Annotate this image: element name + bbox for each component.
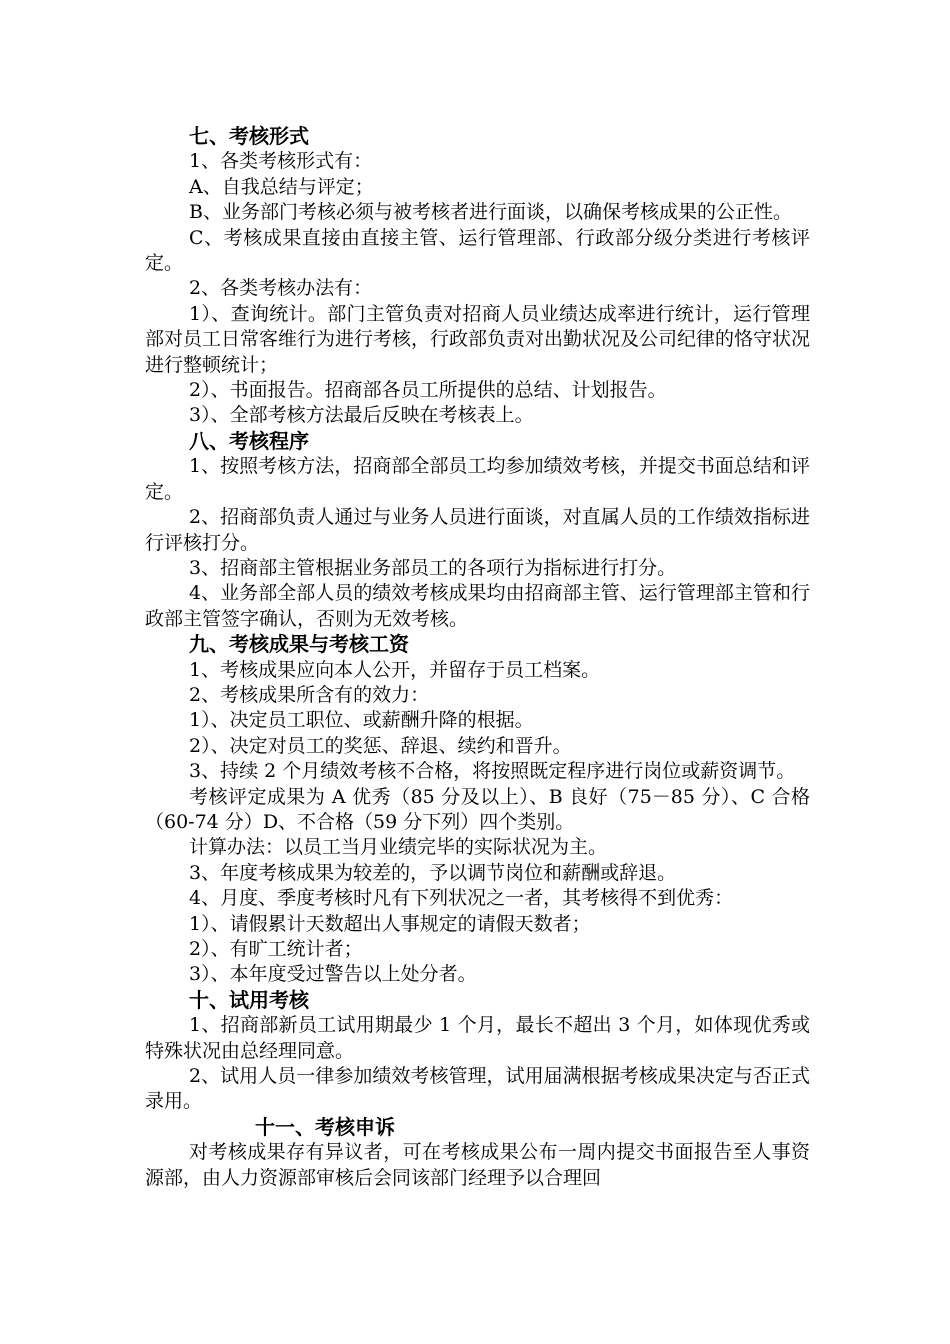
paragraph: 考核评定成果为 A 优秀（85 分及以上）、B 良好（75－85 分）、C 合格（60-74 分）D、不合格（59 分下列）四个类别。 (145, 785, 810, 833)
section-assessment-appeal (145, 1115, 810, 1191)
paragraph: 1、招商部新员工试用期最少 1 个月，最长不超出 3 个月，如体现优秀或特殊状况由总经理同意。 (145, 1014, 810, 1062)
section-heading: 十一、考核申诉 (255, 1114, 395, 1139)
paragraph: 1）、请假累计天数超出人事规定的请假天数者； (189, 912, 591, 935)
paragraph: 2）、书面报告。招商部各员工所提供的总结、计划报告。 (189, 379, 667, 402)
paragraph: 1、考核成果应向本人公开，并留存于员工档案。 (189, 658, 601, 681)
section-heading: 七、考核形式 (189, 124, 309, 148)
paragraph: 2）、决定对员工的奖惩、辞退、续约和晋升。 (189, 734, 572, 757)
section-assessment-form (145, 124, 810, 429)
paragraph: 1、各类考核形式有： (189, 150, 373, 173)
paragraph: 3）、本年度受过警告以上处分者。 (189, 963, 477, 986)
paragraph: 1、按照考核方法，招商部全部员工均参加绩效考核，并提交书面总结和评定。 (145, 455, 810, 503)
paragraph: 1）、决定员工职位、或薪酬升降的根据。 (189, 709, 534, 732)
paragraph: C、考核成果直接由直接主管、运行管理部、行政部分级分类进行考核评定。 (145, 226, 810, 275)
paragraph: 3、招商部主管根据业务部员工的各项行为指标进行打分。 (189, 556, 677, 579)
paragraph: 2、招商部负责人通过与业务人员进行面谈，对直属人员的工作绩效指标进行评核打分。 (145, 506, 810, 554)
section-assessment-procedure (145, 429, 810, 632)
paragraph: 4、月度、季度考核时凡有下列状况之一者，其考核得不到优秀： (189, 887, 734, 910)
paragraph: 2）、有旷工统计者； (189, 938, 363, 960)
paragraph: 计算办法：以员工当月业绩完毕的实际状况为主。 (189, 836, 608, 859)
section-probation-assessment (145, 988, 810, 1115)
section-heading: 十、试用考核 (189, 987, 309, 1012)
paragraph: 3、年度考核成果为较差的，予以调节岗位和薪酬或辞退。 (189, 861, 677, 884)
section-heading: 八、考核程序 (189, 428, 309, 453)
paragraph: 2、各类考核办法有： (189, 277, 373, 300)
paragraph: 2、试用人员一律参加绩效考核管理，试用届满根据考核成果决定与否正式录用。 (145, 1065, 810, 1113)
paragraph: 1）、查询统计。部门主管负责对招商人员业绩达成率进行统计，运行管理部对员工日常客维行为进行考核，行政部负责对出勤状况及公司纪律的恪守状况进行整顿统计； (145, 302, 811, 376)
section-results-and-wages (145, 632, 810, 988)
paragraph: 3）、全部考核方法最后反映在考核表上。 (189, 404, 534, 427)
paragraph: 2、考核成果所含有的效力： (189, 683, 430, 706)
paragraph: 对考核成果存有异议者，可在考核成果公布一周内提交书面报告至人事资源部，由人力资源部审核后会同该部门经理予以合理回 (145, 1141, 810, 1189)
paragraph: B、业务部门考核必须与被考核者进行面谈，以确保考核成果的公正性。 (189, 201, 792, 224)
section-heading: 九、考核成果与考核工资 (189, 632, 409, 657)
paragraph: 3、持续 2 个月绩效考核不合格，将按照既定程序进行岗位或薪资调节。 (189, 760, 796, 783)
document-page (145, 124, 810, 1191)
paragraph: A、自我总结与评定； (189, 175, 374, 198)
paragraph: 4、业务部全部人员的绩效考核成果均由招商部主管、运行管理部主管和行政部主管签字确认，否则为无效考核。 (145, 582, 810, 630)
